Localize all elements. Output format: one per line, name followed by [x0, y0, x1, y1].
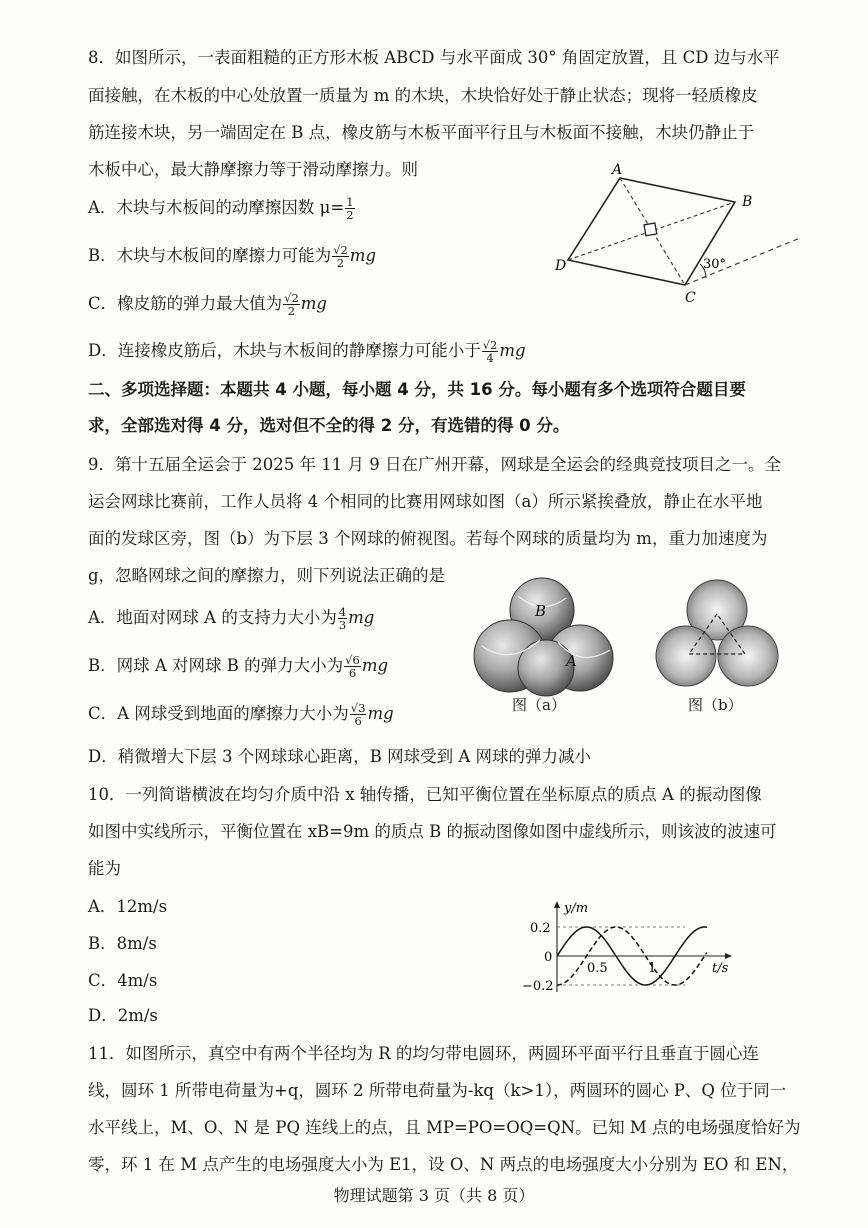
q8-label-d: D — [555, 258, 567, 274]
q10-tick-y-bottom: −0.2 — [522, 979, 554, 994]
q11-line-4: 零，环 1 在 M 点产生的电场强度大小为 E1，设 O、N 两点的电场强度大小分别为 EO 和 EN， — [88, 1155, 799, 1174]
q8-option-b-fraction: $\frac{√2}{2}$ — [333, 243, 348, 270]
q8-line-3: 筋连接木块，另一端固定在 B 点，橡皮筋与木板平面平行且与木板面不接触，木块仍静止于 — [88, 123, 755, 142]
q8-option-a-fraction: $\frac{1}{2}$ — [346, 195, 354, 222]
q9-option-a-fraction: $\frac{4}{3}$ — [338, 605, 347, 632]
q10-vibration-graph — [520, 900, 740, 1000]
q8-label-c: C — [685, 290, 696, 306]
q8-board-figure — [550, 160, 810, 310]
q9-figure-a-stacked-balls — [470, 576, 630, 696]
q10-y-axis-label: y/m — [564, 901, 589, 916]
q9-figure-b-caption: 图（b） — [688, 696, 743, 714]
q9-option-d: D．稍微增大下层 3 个网球球心距离，B 网球受到 A 网球的弹力减小 — [88, 747, 591, 766]
q8-line-2: 面接触，在木板的中心处放置一质量为 m 的木块，木块恰好处于静止状态；现将一轻质橡皮 — [88, 86, 758, 105]
q8-option-c: C．橡皮筋的弹力最大值为 $\frac{√2}{2}$ mg — [88, 291, 327, 318]
section-2-heading-line-2: 求，全部选对得 4 分，选对但不全的得 2 分，有选错的得 0 分。 — [88, 416, 570, 435]
q8-label-b: B — [742, 194, 753, 210]
q9-option-b-text: B．网球 A 对网球 B 的弹力大小为 — [88, 656, 344, 675]
q10-tick-x-half: 0.5 — [587, 961, 608, 976]
q11-line-1: 11．如图所示，真空中有两个半径均为 R 的均匀带电圆环，两圆环平面平行且垂直于圆心连 — [88, 1044, 759, 1063]
q10-option-a: A．12m/s — [88, 897, 168, 916]
page-footer: 物理试题第 3 页（共 8 页） — [333, 1186, 535, 1205]
q9-option-c: C．A 网球受到地面的摩擦力大小为 $\frac{√3}{6}$ mg — [88, 701, 394, 728]
q9-option-c-fraction: $\frac{√3}{6}$ — [350, 701, 366, 728]
q8-option-a — [88, 194, 356, 221]
q10-line-3: 能为 — [88, 859, 121, 878]
q10-option-d: D．2m/s — [88, 1006, 158, 1025]
q10-x-axis-label: t/s — [712, 961, 729, 976]
q9-ball-b-label: B — [535, 602, 547, 620]
q9-option-b-fraction: $\frac{√6}{6}$ — [345, 653, 360, 680]
q8-option-d-fraction: $\frac{√2}{4}$ — [482, 338, 498, 365]
q8-option-d: D．连接橡皮筋后，木块与木板间的静摩擦力可能小于 $\frac{√2}{4}$ mg — [88, 338, 526, 365]
q9-option-b: B．网球 A 对网球 B 的弹力大小为 $\frac{√6}{6}$ mg — [88, 653, 389, 680]
q8-option-b-text: B．木块与木板间的摩擦力可能为 — [88, 246, 332, 265]
q9-line-4: g，忽略网球之间的摩擦力，则下列说法正确的是 — [88, 566, 446, 585]
q8-option-b: B．木块与木板间的摩擦力可能为 $\frac{√2}{2}$ mg — [88, 243, 377, 270]
q8-angle-label: 30° — [703, 257, 727, 272]
q9-line-3: 面的发球区旁，图（b）为下层 3 个网球的俯视图。若每个网球的质量均为 m，重力加速度为 — [88, 529, 768, 548]
q9-option-c-text: C．A 网球受到地面的摩擦力大小为 — [88, 704, 349, 723]
q9-option-a: A．地面对网球 A 的支持力大小为 $\frac{4}{3}$ mg — [88, 605, 375, 632]
q9-figure-a-caption: 图（a） — [512, 696, 566, 714]
q10-option-b: B．8m/s — [88, 934, 157, 953]
q9-ball-a-label: A — [566, 652, 577, 670]
q9-line-1: 9．第十五届全运会于 2025 年 11 月 9 日在广州开幕，网球是全运会的经典竞技项目之一。全 — [88, 455, 781, 474]
q8-option-c-text: C．橡皮筋的弹力最大值为 — [88, 294, 283, 313]
q8-option-d-text: D．连接橡皮筋后，木块与木板间的静摩擦力可能小于 — [88, 341, 481, 360]
q9-line-2: 运会网球比赛前，工作人员将 4 个相同的比赛用网球如图（a）所示紧挨叠放，静止在水平地 — [88, 492, 763, 511]
q9-option-a-text: A．地面对网球 A 的支持力大小为 — [88, 608, 337, 627]
q10-line-1: 10．一列简谐横波在均匀介质中沿 x 轴传播，已知平衡位置在坐标原点的质点 A 的振动图像 — [88, 785, 762, 804]
q10-option-c: C．4m/s — [88, 971, 158, 990]
q11-line-3: 水平线上，M、O、N 是 PQ 连线上的点，且 MP=PO=OQ=QN。已知 M 点的电场强度恰好为 — [88, 1118, 801, 1137]
q10-line-2: 如图中实线所示，平衡位置在 xB=9m 的质点 B 的振动图像如图中虚线所示，则该波的波速可 — [88, 822, 777, 841]
section-2-heading-line-1: 二、多项选择题：本题共 4 小题，每小题 4 分，共 16 分。每小题有多个选项符合题目要 — [88, 380, 746, 399]
q11-line-2: 线，圆环 1 所带电荷量为+q，圆环 2 所带电荷量为-kq（k>1），两圆环的圆心 P、Q 位于同一 — [88, 1081, 787, 1100]
q8-label-a: A — [612, 162, 623, 178]
q10-tick-y-zero: 0 — [544, 950, 553, 965]
q10-tick-x-one: 1 — [648, 961, 657, 976]
q8-option-a-text: A．木块与木板间的动摩擦因数 μ= — [88, 198, 345, 217]
q8-line-4: 木板中心，最大静摩擦力等于滑动摩擦力。则 — [88, 160, 418, 179]
q9-figure-b-top-view — [655, 578, 780, 688]
q8-line-1: 8．如图所示，一表面粗糙的正方形木板 ABCD 与水平面成 30° 角固定放置，且 CD 边与水平 — [88, 48, 780, 67]
q10-tick-y-top: 0.2 — [530, 921, 551, 936]
q8-option-c-fraction: $\frac{√2}{2}$ — [284, 291, 299, 318]
